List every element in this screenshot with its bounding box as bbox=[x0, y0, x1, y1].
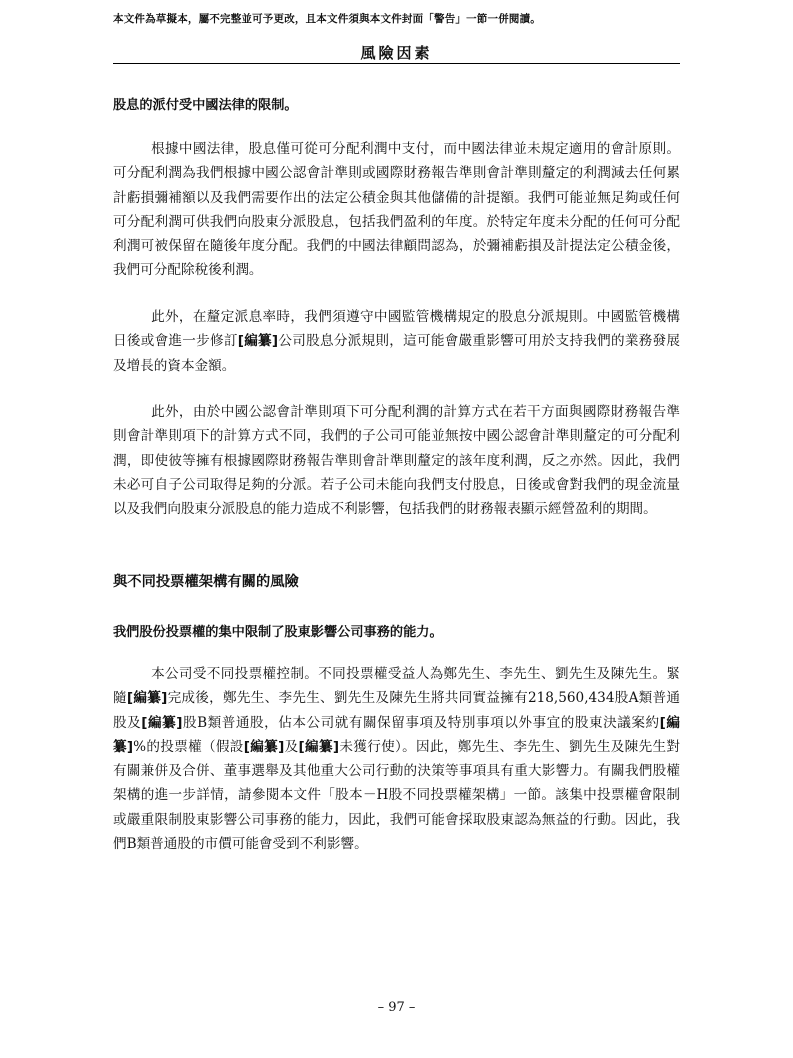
header-rule bbox=[113, 63, 680, 64]
heading-voting-concentration: 我們股份投票權的集中限制了股東影響公司事務的能力。 bbox=[113, 625, 443, 640]
text-segment: 公司股息分派規則，這可能會嚴重影響可用於支持我們的業務發展及增長的資本金額。 bbox=[113, 333, 680, 374]
text-segment: 未獲行使）。因此，鄭先生、李先生、劉先生及陳先生對有關兼併及合併、董事選舉及其他重大公司行動的決策等事項具有重大影響力。有關我們股權架構的進一步詳情，請參閱本文件「股本－H股不同投票權架構」一節。該集中投票權會限制或嚴重限制股東影響公司事務的能力，因此，我們可能會採取股東認為無益的行動。因此，我們B類普通股的市價可能會受到不利影響。 bbox=[113, 738, 680, 853]
text-segment: %的投票權（假設 bbox=[133, 738, 244, 755]
paragraph-accounting-differences: 此外，由於中國公認會計準則項下可分配利潤的計算方式在若干方面與國際財務報告準則會計準則項下的計算方式不同，我們的子公司可能並無按中國公認會計準則釐定的可分配利潤，即使彼等擁有根據國際財務報告準則會計準則釐定的該年度利潤，反之亦然。因此，我們未必可自子公司取得足夠的分派。若子公司未能向我們支付股息，日後或會對我們的現金流量以及我們向股東分派股息的能力造成不利影響，包括我們的財務報表顯示經營盈利的期間。 bbox=[113, 404, 680, 518]
redacted-marker: [編纂] bbox=[243, 738, 285, 755]
paragraph-dividend-law: 根據中國法律，股息僅可從可分配利潤中支付，而中國法律並未規定適用的會計原則。可分配利潤為我們根據中國公認會計準則或國際財務報告準則會計準則釐定的利潤減去任何累計虧損彌補額以及我們需要作出的法定公積金與其他儲備的計提額。我們可能並無足夠或任何可分配利潤可供我們向股東分派股息，包括我們盈利的年度。於特定年度未分配的任何可分配利潤可被保留在隨後年度分配。我們的中國法律顧問認為，於彌補虧損及計提法定公積金後，我們可分配除稅後利潤。 bbox=[113, 141, 680, 279]
redacted-marker: [編纂] bbox=[298, 738, 340, 755]
section-header: 風險因素 bbox=[360, 44, 433, 62]
draft-notice: 本文件為草擬本，屬不完整並可予更改，且本文件須與本文件封面「警告」一節一併閱讀。 bbox=[113, 13, 541, 25]
redacted-marker: [編纂] bbox=[126, 690, 168, 707]
text-segment: 本公司受不同投票權控制。不同投票權受益人為鄭先生、李先生、劉先生及陳先生。緊隨 bbox=[113, 666, 680, 707]
text-segment: 完成後，鄭先生、李先生、劉先生及陳先生將共同實益擁有218,560,434股A類普通股及 bbox=[113, 690, 681, 731]
text-segment: 股B類普通股，佔本公司就有關保留事項及特別事項以外事宜的股東決議案約 bbox=[182, 714, 660, 731]
text-segment: 及 bbox=[284, 738, 299, 755]
paragraph-dividend-rules bbox=[113, 305, 680, 378]
heading-dividend-restriction: 股息的派付受中國法律的限制。 bbox=[113, 98, 298, 113]
redacted-marker: [編纂] bbox=[237, 333, 279, 350]
paragraph-voting-concentration bbox=[113, 662, 680, 856]
redacted-marker: [編纂] bbox=[113, 714, 680, 755]
redacted-marker: [編纂] bbox=[141, 714, 183, 731]
text-segment: 此外，在釐定派息率時，我們須遵守中國監管機構規定的股息分派規則。中國監管機構日後或會進一步修訂 bbox=[113, 309, 680, 350]
heading-wvr-risks: 與不同投票權架構有關的風險 bbox=[113, 574, 299, 590]
page-number: – 97 – bbox=[377, 1000, 416, 1015]
